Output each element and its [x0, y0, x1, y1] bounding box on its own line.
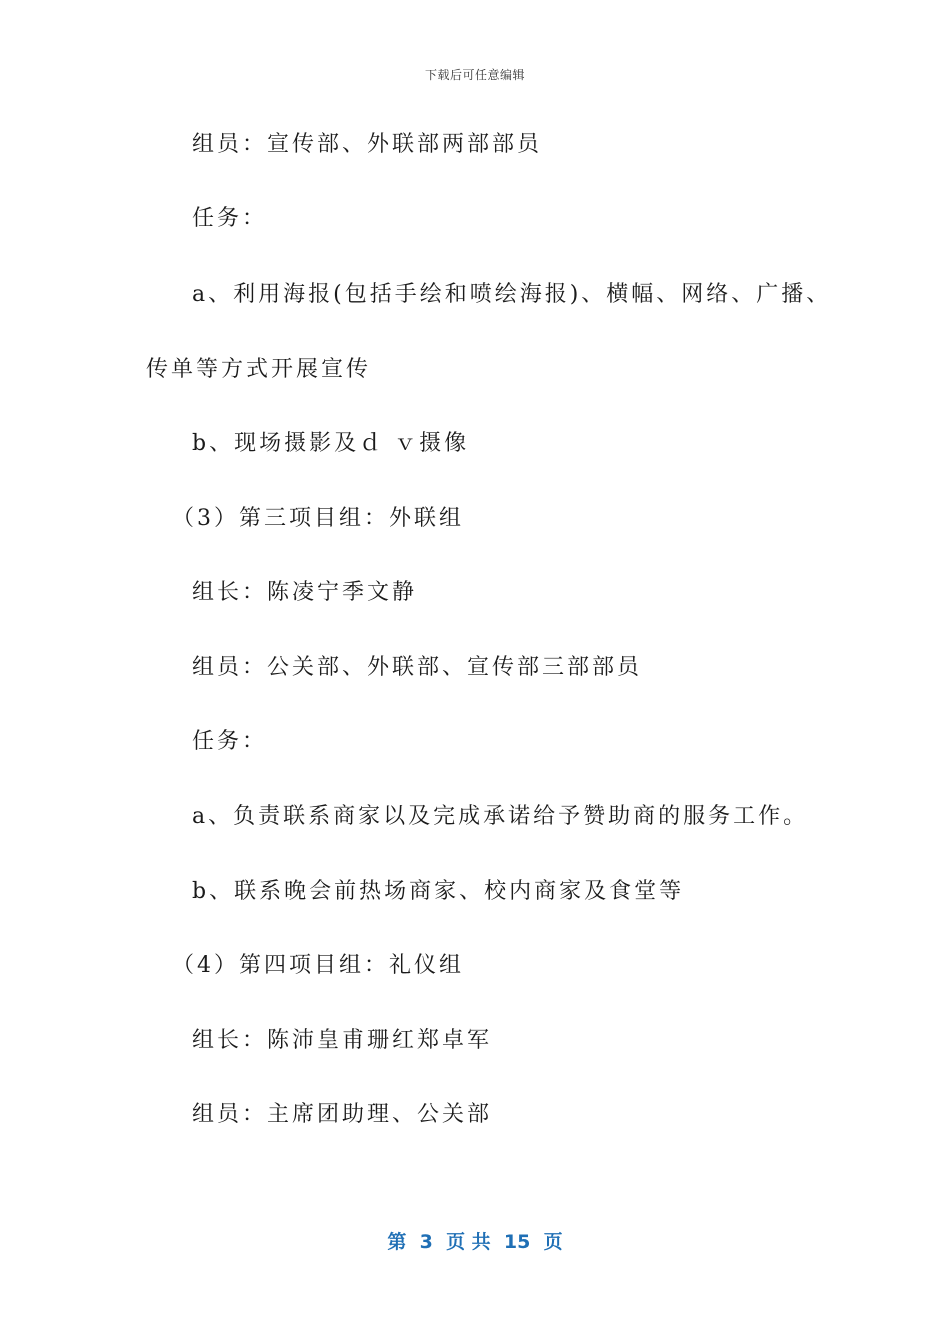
paragraph-line: 组员：主席团助理、公关部	[192, 1102, 493, 1127]
paragraph-line: 任务：	[192, 729, 268, 754]
paragraph-line: b、现场摄影及ｄ ｖ摄像	[192, 431, 470, 456]
paragraph-line: 组长：陈凌宁季文静	[192, 580, 418, 605]
paragraph-line: 组长：陈沛皇甫珊红郑卓军	[192, 1028, 493, 1053]
page-number-footer: 第 3 页 共 15 页	[387, 1231, 563, 1253]
paragraph-line: 任务：	[192, 206, 268, 231]
paragraph-line: 组员：宣传部、外联部两部部员	[192, 132, 543, 157]
paragraph-line: a、负责联系商家以及完成承诺给予赞助商的服务工作。	[192, 804, 809, 829]
section-heading: （3）第三项目组：外联组	[172, 506, 464, 531]
paragraph-line: 组员：公关部、外联部、宣传部三部部员	[192, 655, 643, 680]
paragraph-line: 传单等方式开展宣传	[146, 357, 372, 382]
paragraph-line: a、利用海报(包括手绘和喷绘海报)、横幅、网络、广播、	[192, 282, 832, 307]
section-heading: （4）第四项目组：礼仪组	[172, 953, 464, 978]
page-header: 下载后可任意编辑	[424, 68, 525, 82]
paragraph-line: b、联系晚会前热场商家、校内商家及食堂等	[192, 879, 685, 904]
